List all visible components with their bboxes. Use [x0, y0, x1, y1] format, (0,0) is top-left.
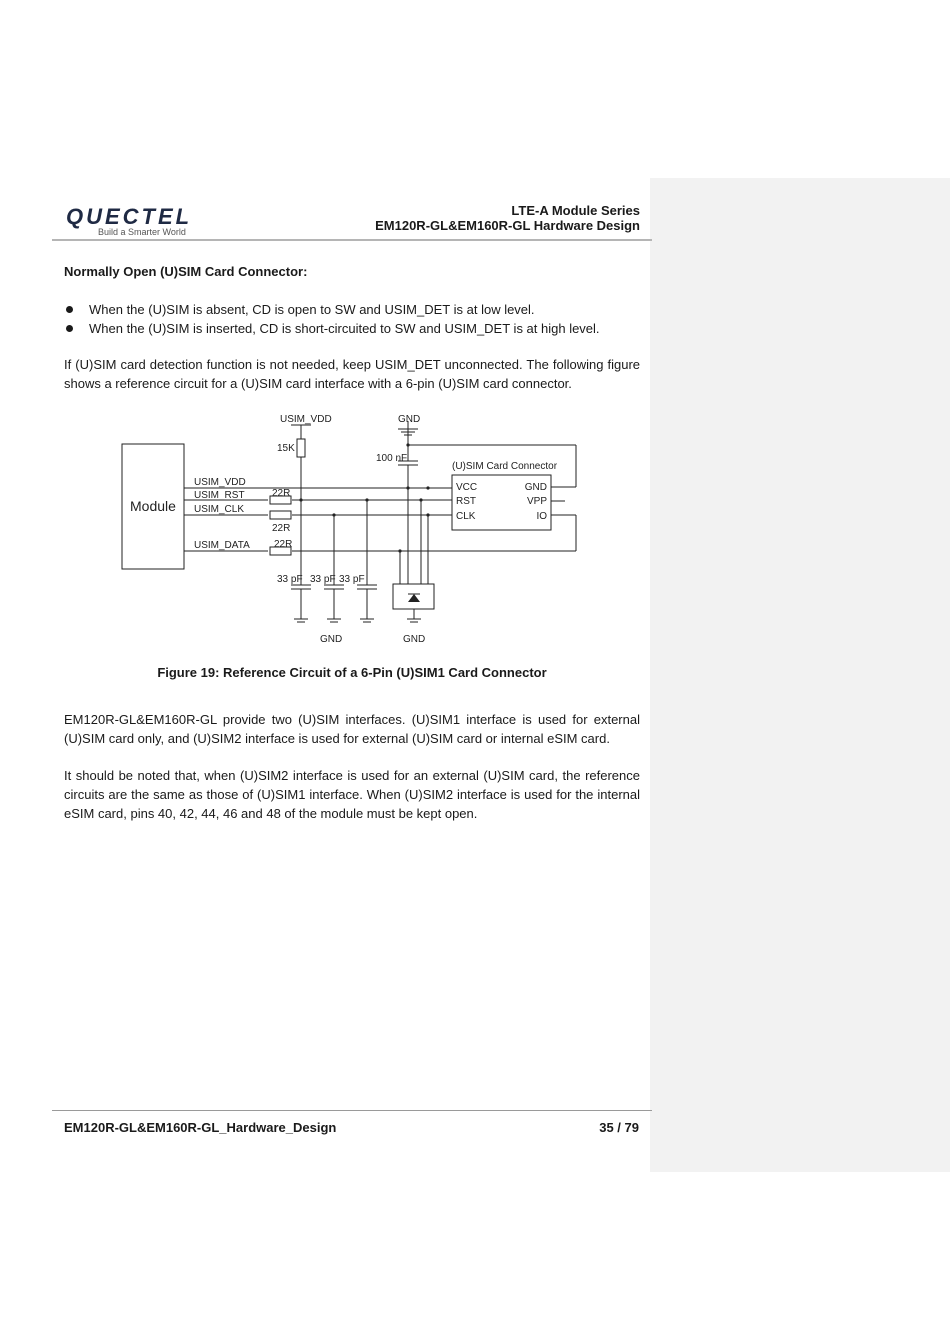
header-rule [52, 239, 652, 241]
header-series: LTE-A Module Series [511, 203, 640, 218]
reference-circuit-diagram [110, 405, 590, 650]
series-resistor-label: 22R [272, 488, 291, 499]
comment-pane [650, 178, 950, 1172]
logo-wordmark: QUECTEL [66, 204, 193, 229]
module-pin-label: USIM_CLK [194, 504, 245, 515]
paragraph-3: It should be noted that, when (U)SIM2 interface is used for an external (U)SIM card, the reference circuits are the same as those of (U)SIM1 interface. When (U)SIM2 interface is used for the internal eSIM card, pins 40, 42, 44, 46 and 48 of the module must be kept open. [64, 768, 640, 821]
filter-cap-label: 33 pF [277, 574, 303, 585]
module-pin-label: USIM_VDD [194, 477, 246, 488]
filter-cap-label: 33 pF [310, 574, 336, 585]
connector-pin-label: VPP [526, 496, 547, 507]
gnd-top-label: GND [398, 414, 421, 425]
header-doc-title: EM120R-GL&EM160R-GL Hardware Design [375, 218, 640, 233]
gnd-bottom-label: GND [320, 634, 343, 645]
paragraph-2: EM120R-GL&EM160R-GL provide two (U)SIM interfaces. (U)SIM1 interface is used for external (U)SIM card only, and (U)SIM2 interface is used for external (U)SIM card or internal eSIM card. [64, 712, 640, 746]
connector-pin-label: GND [524, 482, 547, 493]
quectel-logo [66, 204, 226, 238]
module-label: Module [130, 498, 176, 514]
bullet-item: When the (U)SIM is inserted, CD is short-circuited to SW and USIM_DET is at high level. [64, 319, 640, 338]
filter-cap-label: 33 pF [339, 574, 365, 585]
series-resistor-label: 22R [274, 539, 293, 550]
footer-doc-name: EM120R-GL&EM160R-GL_Hardware_Design [64, 1120, 337, 1135]
connector-title: (U)SIM Card Connector [452, 461, 558, 472]
footer-rule [52, 1110, 652, 1111]
connector-pin-label: RST [456, 496, 476, 507]
bullet-item: When the (U)SIM is absent, CD is open to SW and USIM_DET is at low level. [64, 300, 640, 319]
figure-caption: Figure 19: Reference Circuit of a 6-Pin (U)SIM1 Card Connector [157, 665, 547, 680]
pullup-resistor-label: 15K [277, 443, 295, 454]
connector-pin-label: IO [536, 511, 547, 522]
section-title: Normally Open (U)SIM Card Connector: [64, 264, 308, 279]
footer-page-number: 35 / 79 [599, 1120, 639, 1135]
decoupling-cap-label: 100 nF [376, 453, 408, 464]
connector-pin-label: CLK [456, 511, 476, 522]
series-resistor-label: 22R [272, 523, 291, 534]
module-pin-label: USIM_DATA [194, 540, 250, 551]
connector-pin-label: VCC [456, 482, 478, 493]
intro-paragraph: If (U)SIM card detection function is not needed, keep USIM_DET unconnected. The following figure shows a reference circuit for a (U)SIM card interface with a 6-pin (U)SIM card connector. [64, 357, 640, 391]
bullet-list [64, 300, 640, 338]
logo-tagline: Build a Smarter World [98, 227, 186, 237]
usim-vdd-label: USIM_VDD [280, 414, 332, 425]
module-pin-label: USIM_RST [194, 490, 245, 501]
gnd-bottom-label: GND [403, 634, 426, 645]
